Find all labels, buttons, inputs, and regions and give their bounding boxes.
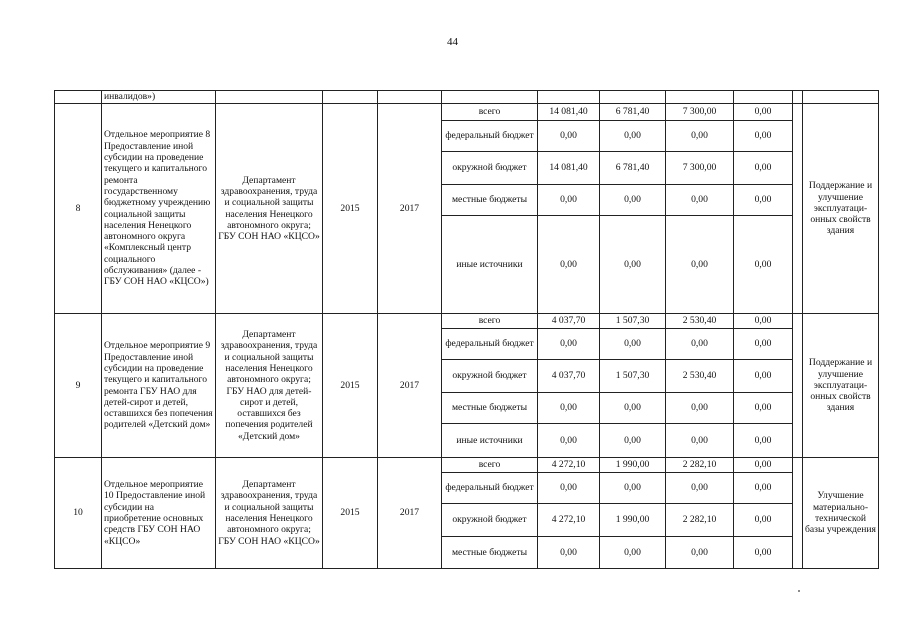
value-2017: 0,00 xyxy=(734,314,793,329)
value-2016: 7 300,00 xyxy=(666,104,734,121)
value-total: 0,00 xyxy=(538,537,600,569)
year-start: 2015 xyxy=(323,314,378,458)
value-2015: 1 990,00 xyxy=(600,458,666,473)
value-total: 4 272,10 xyxy=(538,504,600,537)
table-row xyxy=(55,91,879,104)
funding-source: иные источники xyxy=(442,424,538,458)
value-2016: 2 530,40 xyxy=(666,360,734,393)
value-2017: 0,00 xyxy=(734,185,793,216)
value-2017: 0,00 xyxy=(734,360,793,393)
value-2017: 0,00 xyxy=(734,393,793,424)
funding-source: местные бюджеты xyxy=(442,185,538,216)
value-2017: 0,00 xyxy=(734,216,793,314)
cell-blank xyxy=(734,91,793,104)
cell-blank xyxy=(793,314,803,458)
funding-source: местные бюджеты xyxy=(442,393,538,424)
value-total: 14 081,40 xyxy=(538,104,600,121)
year-start: 2015 xyxy=(323,458,378,569)
value-total: 0,00 xyxy=(538,329,600,360)
cell-blank xyxy=(666,91,734,104)
value-2017: 0,00 xyxy=(734,473,793,504)
expected-result: Поддержание и улучшение эксплуатаци-онных свойств здания xyxy=(803,314,879,458)
funding-source: федеральный бюджет xyxy=(442,473,538,504)
cell-blank xyxy=(793,458,803,569)
value-2016: 0,00 xyxy=(666,329,734,360)
row-number: 10 xyxy=(55,458,102,569)
value-total: 0,00 xyxy=(538,121,600,152)
value-2017: 0,00 xyxy=(734,329,793,360)
funding-source: иные источники xyxy=(442,216,538,314)
value-total: 0,00 xyxy=(538,424,600,458)
funding-source: федеральный бюджет xyxy=(442,121,538,152)
funding-source: окружной бюджет xyxy=(442,504,538,537)
year-end: 2017 xyxy=(378,458,442,569)
expected-result: Поддержание и улучшение эксплуатаци-онных свойств здания xyxy=(803,104,879,314)
value-2016: 0,00 xyxy=(666,185,734,216)
value-total: 0,00 xyxy=(538,393,600,424)
value-2015: 6 781,40 xyxy=(600,104,666,121)
event-description: Отдельное мероприятие 8 Предоставление иной субсидии на проведение текущего и капитального ремонта государственному бюджетному учреждению социальной защиты населения Ненецкого автономного округа «Комплексный центр социального обслуживания» (далее - ГБУ СОН НАО «КЦСО») xyxy=(102,104,216,314)
executor: Департамент здравоохранения, труда и социальной защиты населения Ненецкого автономного округа; ГБУ СОН НАО «КЦСО» xyxy=(216,458,323,569)
event-description: Отдельное мероприятие 9 Предоставление иной субсидии на проведение текущего и капитального ремонта ГБУ НАО для детей-сирот и детей, оставшихся без попечения родителей «Детский дом» xyxy=(102,314,216,458)
value-2016: 0,00 xyxy=(666,537,734,569)
executor: Департамент здравоохранения, труда и социальной защиты населения Ненецкого автономного округа; ГБУ СОН НАО «КЦСО» xyxy=(216,104,323,314)
cell-blank xyxy=(600,91,666,104)
value-2016: 0,00 xyxy=(666,473,734,504)
year-start: 2015 xyxy=(323,104,378,314)
funding-source: всего xyxy=(442,314,538,329)
value-2015: 6 781,40 xyxy=(600,152,666,185)
page-number: 44 xyxy=(447,36,458,48)
value-total: 0,00 xyxy=(538,473,600,504)
value-2015: 0,00 xyxy=(600,329,666,360)
value-2015: 0,00 xyxy=(600,185,666,216)
value-2016: 7 300,00 xyxy=(666,152,734,185)
executor: Департамент здравоохранения, труда и социальной защиты населения Ненецкого автономного округа; ГБУ НАО для детей-сирот и детей, оставшихся без попечения родителей «Детский дом» xyxy=(216,314,323,458)
value-2017: 0,00 xyxy=(734,458,793,473)
funding-source: федеральный бюджет xyxy=(442,329,538,360)
funding-source: местные бюджеты xyxy=(442,537,538,569)
funding-source: окружной бюджет xyxy=(442,360,538,393)
table-row xyxy=(55,458,879,473)
cell-blank xyxy=(442,91,538,104)
value-2017: 0,00 xyxy=(734,537,793,569)
cell-blank xyxy=(378,91,442,104)
value-2015: 0,00 xyxy=(600,216,666,314)
year-end: 2017 xyxy=(378,104,442,314)
funding-source: всего xyxy=(442,104,538,121)
value-total: 4 037,70 xyxy=(538,360,600,393)
row-number: 8 xyxy=(55,104,102,314)
table-row xyxy=(55,104,879,121)
value-2017: 0,00 xyxy=(734,121,793,152)
value-2015: 0,00 xyxy=(600,424,666,458)
value-2016: 0,00 xyxy=(666,424,734,458)
value-2016: 2 530,40 xyxy=(666,314,734,329)
value-2015: 1 507,30 xyxy=(600,360,666,393)
funding-source: окружной бюджет xyxy=(442,152,538,185)
row-number: 9 xyxy=(55,314,102,458)
value-2015: 1 507,30 xyxy=(600,314,666,329)
value-2015: 0,00 xyxy=(600,473,666,504)
value-2017: 0,00 xyxy=(734,504,793,537)
value-2015: 1 990,00 xyxy=(600,504,666,537)
value-2015: 0,00 xyxy=(600,393,666,424)
cell-blank xyxy=(538,91,600,104)
table-row xyxy=(55,314,879,329)
value-2015: 0,00 xyxy=(600,121,666,152)
value-total: 14 081,40 xyxy=(538,152,600,185)
funding-source: всего xyxy=(442,458,538,473)
value-2016: 0,00 xyxy=(666,121,734,152)
financing-table xyxy=(54,90,879,569)
value-total: 0,00 xyxy=(538,216,600,314)
cell-blank xyxy=(803,91,879,104)
scan-speck xyxy=(798,590,800,592)
value-total: 4 037,70 xyxy=(538,314,600,329)
event-description: Отдельное мероприятие 10 Предоставление иной субсидии на приобретение основных средств ГБУ СОН НАО «КЦСО» xyxy=(102,458,216,569)
cell-blank xyxy=(55,91,102,104)
value-2015: 0,00 xyxy=(600,537,666,569)
cell-blank xyxy=(793,104,803,314)
value-2017: 0,00 xyxy=(734,152,793,185)
year-end: 2017 xyxy=(378,314,442,458)
value-2017: 0,00 xyxy=(734,424,793,458)
value-2016: 2 282,10 xyxy=(666,504,734,537)
value-2016: 2 282,10 xyxy=(666,458,734,473)
cell-blank xyxy=(216,91,323,104)
value-2017: 0,00 xyxy=(734,104,793,121)
value-total: 4 272,10 xyxy=(538,458,600,473)
value-2016: 0,00 xyxy=(666,393,734,424)
cell-blank xyxy=(793,91,803,104)
event-tail: инвалидов») xyxy=(102,91,216,104)
expected-result: Улучшение материально-технической базы учреждения xyxy=(803,458,879,569)
value-total: 0,00 xyxy=(538,185,600,216)
value-2016: 0,00 xyxy=(666,216,734,314)
cell-blank xyxy=(323,91,378,104)
